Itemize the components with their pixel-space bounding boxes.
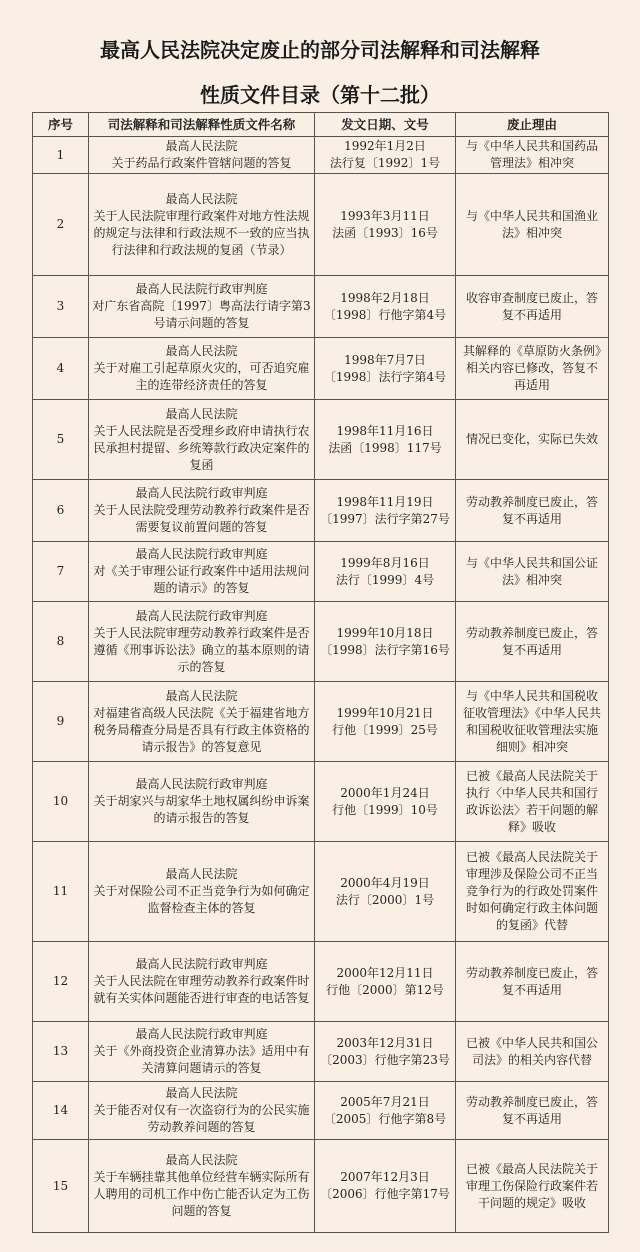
table-row — [33, 602, 609, 682]
date-ref-cell — [315, 400, 456, 480]
issuer: 最高人民法院 — [165, 406, 238, 421]
issuer: 最高人民法院行政审判庭 — [135, 957, 268, 971]
row-number: 7 — [33, 542, 89, 602]
document-ref: 〔1997〕法行字第27号 — [320, 511, 450, 526]
header-reason: 废止理由 — [456, 113, 609, 137]
row-number: 8 — [33, 602, 89, 682]
row-number: 9 — [33, 682, 89, 762]
document-name-cell — [89, 1140, 315, 1233]
document-name: 关于人民法院在审理劳动教养行政案件时就有关实体问题能否进行审查的电话答复 — [93, 974, 310, 1005]
issue-date: 1998年2月18日 — [340, 290, 430, 305]
document-title-line2: 性质文件目录（第十二批） — [200, 83, 440, 107]
issue-date: 2000年1月24日 — [340, 785, 430, 800]
issuer: 最高人民法院行政审判庭 — [135, 608, 268, 623]
table-row — [33, 1022, 609, 1082]
row-number: 1 — [33, 137, 89, 174]
repeal-reason: 与《中华人民共和国渔业法》相冲突 — [456, 174, 609, 276]
document-ref: 〔2003〕行他字第23号 — [320, 1052, 450, 1067]
issue-date: 2007年12月3日 — [340, 1170, 430, 1184]
document-ref: 〔1998〕法行字第16号 — [320, 642, 450, 657]
document-ref: 法行〔1999〕4号 — [335, 572, 435, 587]
repeal-reason: 劳动教养制度已废止，答复不再适用 — [456, 602, 609, 682]
repeal-reason: 劳动教养制度已废止，答复不再适用 — [456, 1082, 609, 1140]
issue-date: 2000年4月19日 — [340, 875, 430, 890]
document-ref: 〔2006〕行他字第17号 — [320, 1187, 450, 1201]
date-ref-cell — [315, 602, 456, 682]
table-row — [33, 480, 609, 542]
document-name: 关于对雇工引起草原火灾的，可否追究雇主的连带经济责任的答复 — [93, 361, 310, 392]
issuer: 最高人民法院行政审判庭 — [135, 547, 268, 561]
row-number: 11 — [33, 842, 89, 942]
document-name-cell — [89, 174, 315, 276]
document-name: 关于《外商投资企业清算办法》适用中有关清算问题请示的答复 — [93, 1044, 310, 1075]
document-name: 关于药品行政案件管辖问题的答复 — [111, 156, 292, 170]
document-name-cell — [89, 542, 315, 602]
date-ref-cell — [315, 762, 456, 842]
issue-date: 2003年12月31日 — [336, 1035, 434, 1050]
table-header-row — [33, 113, 609, 137]
table-row — [33, 1082, 609, 1140]
date-ref-cell — [315, 1082, 456, 1140]
date-ref-cell — [315, 480, 456, 542]
document-name-cell — [89, 942, 315, 1022]
header-date: 发文日期、文号 — [315, 113, 456, 137]
row-number: 5 — [33, 400, 89, 480]
date-ref-cell — [315, 842, 456, 942]
repeal-reason: 已被《中华人民共和国公司法》的相关内容代替 — [456, 1022, 609, 1082]
table-row — [33, 682, 609, 762]
date-ref-cell — [315, 1140, 456, 1233]
document-name-cell — [89, 1022, 315, 1082]
repeal-reason: 与《中华人民共和国药品管理法》相冲突 — [456, 137, 609, 174]
date-ref-cell — [315, 1022, 456, 1082]
document-name: 对广东省高院〔1997〕粤高法行请字第3号请示问题的答复 — [92, 299, 311, 330]
document-ref: 法函〔1993〕16号 — [332, 225, 438, 240]
document-name-cell — [89, 480, 315, 542]
row-number: 6 — [33, 480, 89, 542]
repeal-reason: 劳动教养制度已废止，答复不再适用 — [456, 942, 609, 1022]
repeal-reason: 已被《最高人民法院关于执行〈中华人民共和国行政诉讼法〉若干问题的解释》吸收 — [456, 762, 609, 842]
document-name: 关于胡家兴与胡家华土地权属纠纷申诉案的请示报告的答复 — [93, 794, 310, 825]
table-row — [33, 174, 609, 276]
issuer: 最高人民法院 — [165, 1086, 238, 1100]
date-ref-cell — [315, 174, 456, 276]
table-row — [33, 842, 609, 942]
issuer: 最高人民法院 — [165, 139, 238, 153]
document-ref: 法函〔1998〕117号 — [328, 440, 442, 455]
header-seq: 序号 — [33, 113, 89, 137]
issue-date: 2000年12月11日 — [336, 965, 434, 980]
issue-date: 1999年10月18日 — [336, 625, 434, 640]
issue-date: 1993年3月11日 — [340, 208, 430, 223]
table-row — [33, 276, 609, 338]
date-ref-cell — [315, 276, 456, 338]
issue-date: 1998年11月16日 — [336, 423, 434, 438]
header-name: 司法解释和司法解释性质文件名称 — [89, 113, 315, 137]
document-name-cell — [89, 338, 315, 400]
document-name: 关于对保险公司不正当竞争行为如何确定监督检查主体的答复 — [93, 884, 310, 915]
row-number: 14 — [33, 1082, 89, 1140]
document-name: 关于人民法院审理劳动教养行政案件是否遵循《刑事诉讼法》确立的基本原则的请示的答复 — [93, 625, 310, 674]
issue-date: 1992年1月2日 — [344, 139, 426, 153]
date-ref-cell — [315, 137, 456, 174]
issue-date: 1999年8月16日 — [340, 555, 430, 570]
document-name-cell — [89, 1082, 315, 1140]
document-ref: 法行〔2000〕1号 — [335, 892, 435, 907]
row-number: 15 — [33, 1140, 89, 1233]
document-name: 关于人民法院受理劳动教养行政案件是否需要复议前置问题的答复 — [93, 503, 310, 534]
table-row — [33, 1140, 609, 1233]
issuer: 最高人民法院 — [165, 867, 238, 881]
issuer: 最高人民法院 — [165, 688, 238, 703]
repeal-reason: 收容审查制度已废止，答复不再适用 — [456, 276, 609, 338]
document-name-cell — [89, 400, 315, 480]
table-row — [33, 137, 609, 174]
row-number: 2 — [33, 174, 89, 276]
document-name: 关于人民法院审理行政案件对地方性法规的规定与法律和行政法规不一致的应当执行法律和行政法规的复函（节录） — [93, 208, 310, 257]
document-ref: 法行复〔1992〕1号 — [329, 156, 441, 170]
row-number: 3 — [33, 276, 89, 338]
issuer: 最高人民法院行政审判庭 — [135, 1027, 268, 1041]
document-name-cell — [89, 137, 315, 174]
table-row — [33, 542, 609, 602]
repeal-reason: 其解释的《草原防火条例》相关内容已修改，答复不再适用 — [456, 338, 609, 400]
document-name-cell — [89, 682, 315, 762]
row-number: 10 — [33, 762, 89, 842]
document-ref: 行他〔2000〕第12号 — [326, 982, 444, 997]
issuer: 最高人民法院 — [165, 191, 238, 206]
issue-date: 1998年11月19日 — [336, 494, 434, 509]
row-number: 13 — [33, 1022, 89, 1082]
issuer: 最高人民法院行政审判庭 — [135, 486, 268, 500]
repeal-reason: 已被《最高人民法院关于审理涉及保险公司不正当竞争行为的行政处罚案件时如何确定行政主体问题的复函》代替 — [456, 842, 609, 942]
document-ref: 〔2005〕行他字第8号 — [323, 1111, 447, 1126]
table-row — [33, 762, 609, 842]
row-number: 12 — [33, 942, 89, 1022]
repeal-reason: 情况已变化，实际已失效 — [456, 400, 609, 480]
document-name: 对福建省高级人民法院《关于福建省地方税务局稽查分局是否具有行政主体资格的请示报告》的答复意见 — [93, 705, 310, 754]
issuer: 最高人民法院行政审判庭 — [135, 282, 268, 296]
issuer: 最高人民法院 — [165, 1153, 238, 1167]
date-ref-cell — [315, 338, 456, 400]
document-name-cell — [89, 842, 315, 942]
date-ref-cell — [315, 682, 456, 762]
document-ref: 行他〔1999〕25号 — [332, 722, 438, 737]
table-row — [33, 338, 609, 400]
table-body — [33, 137, 609, 1233]
document-name-cell — [89, 602, 315, 682]
document-name: 关于车辆挂靠其他单位经营车辆实际所有人聘用的司机工作中伤亡能否认定为工伤问题的答复 — [93, 1170, 310, 1218]
document-name-cell — [89, 762, 315, 842]
repeal-reason: 已被《最高人民法院关于审理工伤保险行政案件若干问题的规定》吸收 — [456, 1140, 609, 1233]
row-number: 4 — [33, 338, 89, 400]
document-ref: 行他〔1999〕10号 — [332, 802, 438, 817]
document-ref: 〔1998〕行他字第4号 — [323, 307, 447, 322]
issuer: 最高人民法院行政审判庭 — [135, 777, 268, 791]
document-name: 对《关于审理公证行政案件中适用法规问题的请示》的答复 — [93, 564, 310, 595]
document-name: 关于能否对仅有一次盗窃行为的公民实施劳动教养问题的答复 — [93, 1103, 310, 1134]
document-name: 关于人民法院是否受理乡政府申请执行农民承担村提留、乡统筹款行政决定案件的复函 — [93, 423, 310, 472]
table-row — [33, 942, 609, 1022]
repeal-list-table — [32, 112, 609, 1233]
date-ref-cell — [315, 542, 456, 602]
document-ref: 〔1998〕法行字第4号 — [323, 369, 447, 384]
table-row — [33, 400, 609, 480]
issue-date: 1998年7月7日 — [344, 352, 426, 367]
repeal-reason: 劳动教养制度已废止，答复不再适用 — [456, 480, 609, 542]
date-ref-cell — [315, 942, 456, 1022]
issue-date: 2005年7月21日 — [340, 1094, 430, 1109]
repeal-reason: 与《中华人民共和国公证法》相冲突 — [456, 542, 609, 602]
document-title-line1: 最高人民法院决定废止的部分司法解释和司法解释 — [100, 38, 540, 62]
document-name-cell — [89, 276, 315, 338]
issue-date: 1999年10月21日 — [336, 705, 434, 720]
repeal-reason: 与《中华人民共和国税收征收管理法》《中华人民共和国税收征收管理法实施细则》相冲突 — [456, 682, 609, 762]
issuer: 最高人民法院 — [165, 344, 238, 358]
